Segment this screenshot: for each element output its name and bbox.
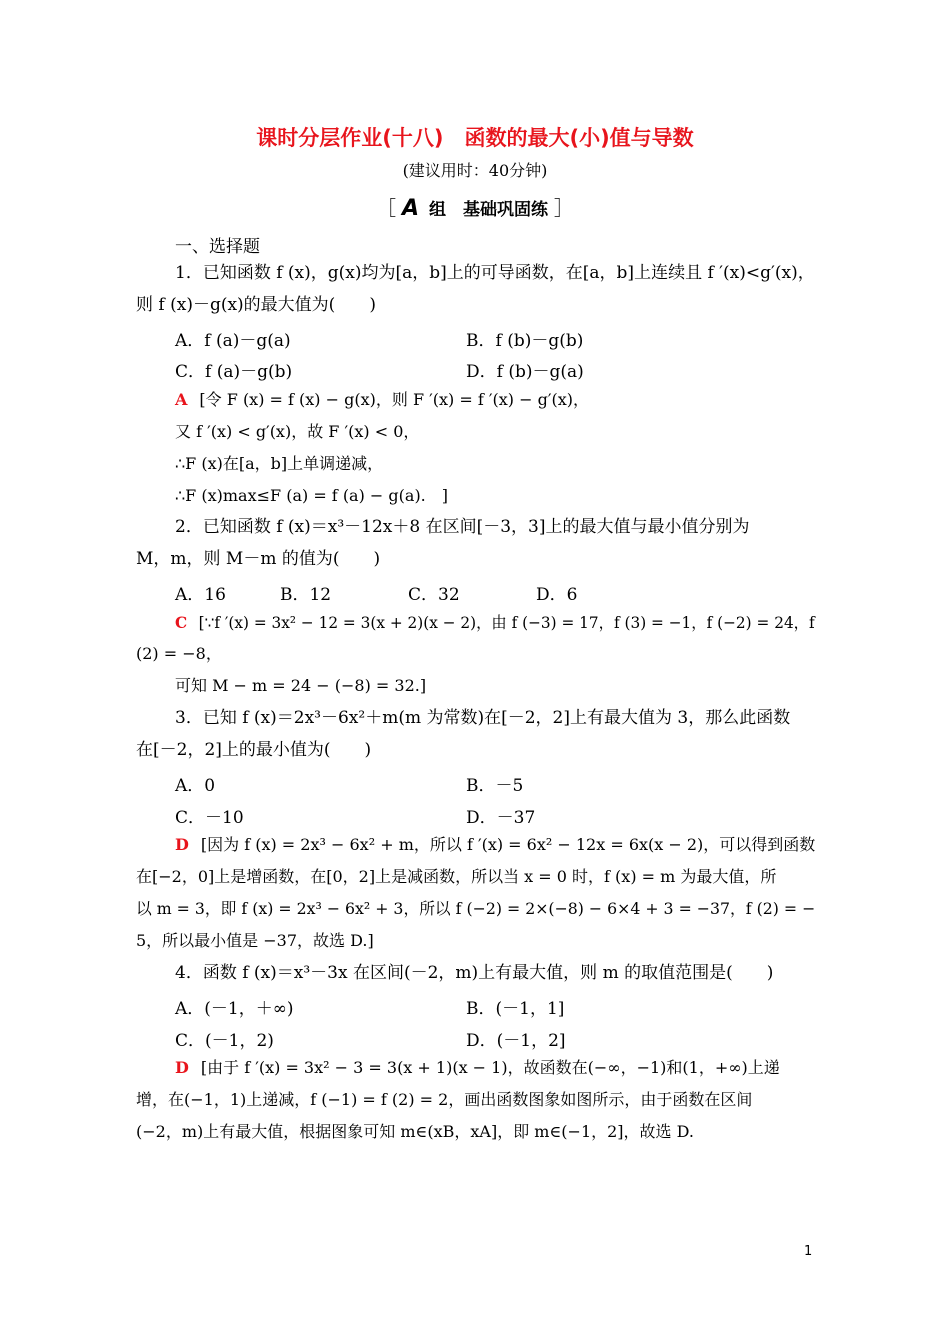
q3-stem-line-1: 3．已知 f (x)＝2x³－6x²＋m(m 为常数)在[－2，2]上有最大值为 3，那么此函数 <box>175 708 791 728</box>
q1-option-c: C．f (a)－g(b) <box>175 362 293 382</box>
group-label: 组 基础巩固练 <box>428 200 548 220</box>
q2-option-d: D．6 <box>536 585 578 605</box>
q4-option-b: B．(－1，1] <box>466 999 565 1019</box>
q3-option-c: C．－10 <box>175 808 244 828</box>
q1-solution-line-3: ∴F (x)在[a，b]上单调递减， <box>175 454 384 473</box>
q3-option-d: D．－37 <box>466 808 536 828</box>
q3-option-b: B．－5 <box>466 776 524 796</box>
q1-solution-line-2: 又 f ′(x) < g′(x)，故 F ′(x) < 0， <box>175 422 420 441</box>
section-title: 一、选择题 <box>175 237 260 257</box>
q1-stem-line-2: 则 f (x)－g(x)的最大值为( ) <box>136 295 376 315</box>
q3-solution-line-2: 在[−2，0]上是增函数，在[0，2]上是减函数，所以当 x = 0 时，f (x) = m 为最大值，所 <box>136 867 777 886</box>
q4-option-c: C．(－1，2) <box>175 1031 274 1051</box>
page-number: 1 <box>804 1244 813 1259</box>
q3-stem-line-2: 在[－2，2]上的最小值为( ) <box>136 740 372 760</box>
suggested-time: (建议用时：40分钟) <box>402 161 548 180</box>
q4-option-d: D．(－1，2] <box>466 1031 566 1051</box>
page-title: 课时分层作业(十八) 函数的最大(小)值与导数 <box>256 126 694 150</box>
group-letter: A <box>402 196 420 221</box>
q4-solution-line-2: 增，在(−1，1)上递减，f (−1) = f (2) = 2，画出函数图象如图所示，由于函数在区间 <box>136 1090 753 1109</box>
q1-solution-line-1: A [令 F (x) = f (x) − g(x)，则 F ′(x) = f ′(x) − g′(x)， <box>175 390 589 409</box>
q4-solution-line-1: D [由于 f ′(x) = 3x² − 3 = 3(x + 1)(x − 1)，故函数在(−∞，−1)和(1，+∞)上递 <box>175 1058 780 1077</box>
q3-solution-line-4: 5，所以最小值是 −37，故选 D.] <box>136 931 374 950</box>
q3-solution-line-3: 以 m = 3，即 f (x) = 2x³ − 6x² + 3，所以 f (−2) = 2×(−8) − 6×4 + 3 = −37，f (2) = − <box>136 899 816 918</box>
q2-option-c: C．32 <box>408 585 460 605</box>
q4-stem-line-1: 4．函数 f (x)＝x³－3x 在区间(－2，m)上有最大值，则 m 的取值范围是( ) <box>175 963 774 983</box>
q2-answer: C <box>175 613 188 632</box>
q1-option-a: A．f (a)－g(a) <box>175 331 291 351</box>
q2-option-b: B．12 <box>280 585 332 605</box>
group-heading <box>0 192 950 221</box>
q4-answer: D <box>175 1058 189 1077</box>
group-bracket-left: ［ <box>376 196 397 220</box>
q1-solution-line-4: ∴F (x)max≤F (a) = f (a) − g(a). ] <box>175 486 449 505</box>
q2-solution-line-3: 可知 M − m = 24 − (−8) = 32.] <box>175 676 427 695</box>
q3-answer: D <box>175 835 189 854</box>
q4-solution-line-3: (−2，m)上有最大值，根据图象可知 m∈(xB，xA]，即 m∈(−1，2]，故选 D. <box>136 1122 694 1141</box>
q2-option-a: A．16 <box>175 585 226 605</box>
q2-solution-line-2: (2) = −8， <box>136 644 222 663</box>
q2-stem-line-1: 2．已知函数 f (x)＝x³－12x＋8 在区间[－3，3]上的最大值与最小值分别为 <box>175 517 750 537</box>
q3-solution-line-1: D [因为 f (x) = 2x³ − 6x² + m，所以 f ′(x) = 6x² − 12x = 6x(x − 2)，可以得到函数 <box>175 835 816 854</box>
q1-option-d: D．f (b)－g(a) <box>466 362 584 382</box>
q4-option-a: A．(－1，＋∞) <box>175 999 294 1019</box>
q2-solution-line-1: C [∵f ′(x) = 3x² − 12 = 3(x + 2)(x − 2)，由 f (−3) = 17，f (3) = −1，f (−2) = 24，f <box>175 613 815 632</box>
q1-answer: A <box>175 390 188 409</box>
q1-option-b: B．f (b)－g(b) <box>466 331 584 351</box>
group-bracket-right: ］ <box>553 196 574 220</box>
q1-stem-line-1: 1．已知函数 f (x)，g(x)均为[a，b]上的可导函数，在[a，b]上连续且 f ′(x)<g′(x)， <box>175 263 815 283</box>
q3-option-a: A．0 <box>175 776 216 796</box>
q2-stem-line-2: M，m，则 M－m 的值为( ) <box>136 549 381 569</box>
